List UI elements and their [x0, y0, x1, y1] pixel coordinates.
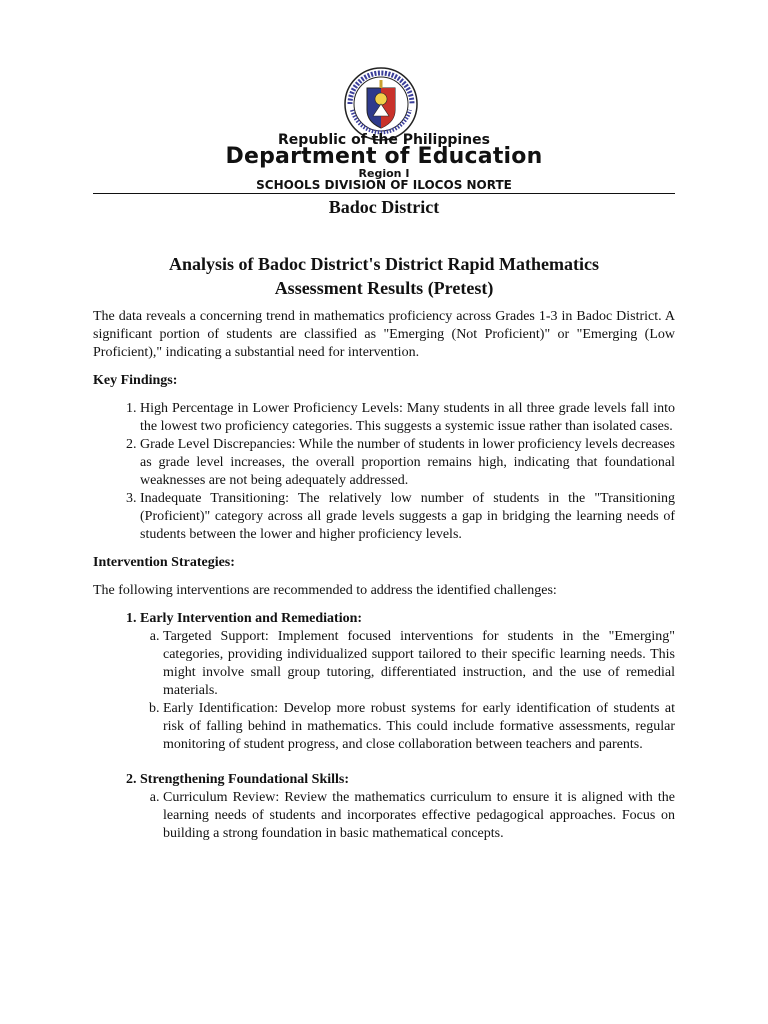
title-line-2: Assessment Results (Pretest) [274, 278, 494, 298]
strategies-heading: Intervention Strategies: [93, 555, 235, 570]
key-findings-list [93, 400, 675, 544]
strategy-title: Early Intervention and Remediation: [140, 611, 363, 626]
document-body [93, 308, 675, 843]
list-item: 3. Inadequate Transitioning: The relatively low number of students in the "Transitioning (Proficient)" category across all grade levels suggests a gap in bridging the learning needs of students between the lower and higher proficiency levels. [140, 490, 675, 544]
district-heading: Badoc District [328, 197, 440, 217]
list-item: b. Early Identification: Develop more robust systems for early identification of students at risk of falling behind in mathematics. This could include formative assessments, regular monitoring of student progress, and close collaboration between teachers and parents. [163, 700, 675, 754]
region-heading: Region I [358, 167, 410, 180]
republic-heading: Republic of the Philippines [278, 132, 490, 148]
strategies-lead: The following interventions are recommended to address the identified challenges: [93, 583, 557, 598]
strategy-sublist [140, 628, 675, 754]
strategies-list [93, 610, 675, 843]
document-title [93, 252, 675, 300]
seal-icon [343, 66, 419, 142]
strategy-title: Strengthening Foundational Skills: [140, 772, 350, 787]
letterhead-divider [93, 193, 675, 194]
strategy-sublist [140, 789, 675, 843]
department-heading: Department of Education [225, 144, 543, 169]
list-item: 2. Grade Level Discrepancies: While the number of students in lower proficiency levels decreases as grade level increases, the overall proportion remains high, indicating that foundational weaknesses are not being adequately addressed. [140, 436, 675, 490]
strategy-item [140, 771, 675, 843]
list-item: a. Targeted Support: Implement focused interventions for students in the "Emerging" categories, providing individualized support tailored to their specific learning needs. This might involve small group tutoring, differentiated instruction, and the use of remedial materials. [163, 628, 675, 700]
list-item: a. Curriculum Review: Review the mathematics curriculum to ensure it is aligned with the learning needs of students and incorporates effective pedagogical approaches. Focus on building a strong foundation in basic mathematical concepts. [163, 789, 675, 843]
list-item: 1. High Percentage in Lower Proficiency Levels: Many students in all three grade levels fall into the lowest two proficiency categories. This suggests a systemic issue rather than isolated cases. [140, 400, 675, 436]
division-heading: SCHOOLS DIVISION OF ILOCOS NORTE [256, 178, 512, 192]
intro-paragraph: The data reveals a concerning trend in mathematics proficiency across Grades 1-3 in Badoc District. A significant portion of students are classified as "Emerging (Not Proficient)" or "Emerging (Low Proficient)," indicating a substantial need for intervention. [93, 309, 675, 360]
key-findings-heading: Key Findings: [93, 373, 178, 388]
title-line-1: Analysis of Badoc District's District Rapid Mathematics [169, 254, 599, 274]
strategy-item [140, 610, 675, 754]
